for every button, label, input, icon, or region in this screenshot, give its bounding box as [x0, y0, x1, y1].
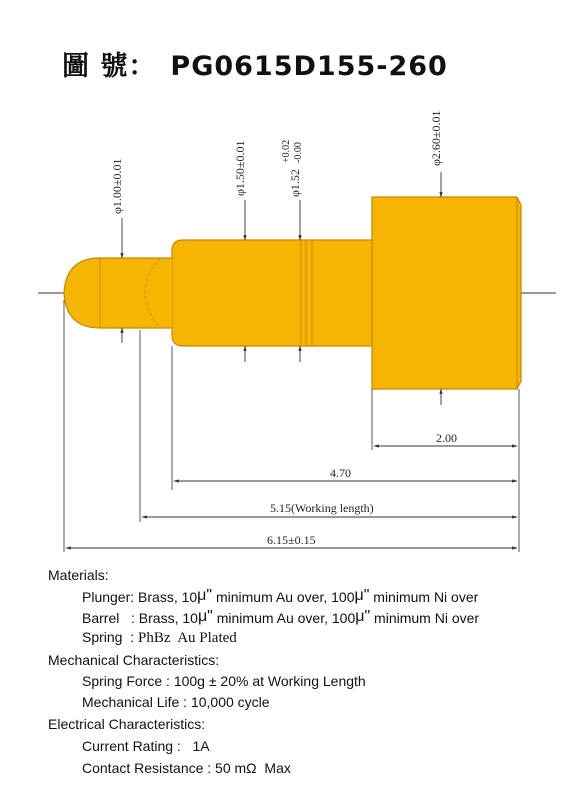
micro-symbol: μ" [354, 587, 370, 604]
working-length-label: 5.15(Working length) [270, 501, 374, 515]
plunger-material-mid: minimum Au over, 100 [212, 589, 355, 605]
pin-head [372, 197, 521, 389]
plunger-tip [64, 258, 172, 328]
mechanical-life: Mechanical Life : 10,000 cycle [82, 694, 270, 710]
plunger-material-end: minimum Ni over [369, 589, 479, 605]
electrical-heading: Electrical Characteristics: [48, 716, 206, 732]
barrel-length-label: 4.70 [330, 466, 351, 480]
pin-barrel [172, 240, 372, 346]
spring-value: PhBz Au Plated [138, 630, 237, 646]
mechanical-heading: Mechanical Characteristics: [48, 652, 220, 668]
groove-tolerance-minus: -0.00 [293, 142, 304, 163]
total-length-label: 6.15±0.15 [267, 533, 316, 547]
part-number: PG0615D155-260 [170, 51, 448, 82]
spring-label: Spring : [82, 629, 139, 645]
plunger-diameter-label: φ1.50±0.01 [233, 140, 247, 196]
spring-force: Spring Force : 100g ± 20% at Working Length [82, 673, 366, 689]
contact-resistance: Contact Resistance : 50 mΩ Max [82, 760, 291, 776]
micro-symbol: μ" [197, 587, 213, 604]
barrel-material [82, 608, 479, 626]
barrel-material-mid: minimum Au over, 100 [212, 610, 356, 626]
plunger-material [82, 587, 478, 605]
head-length-label: 2.00 [436, 431, 457, 445]
groove-tolerance-plus: +0.02 [281, 139, 292, 163]
title-label: 圖 號： [62, 51, 157, 82]
barrel-material-end: minimum Ni over [370, 610, 480, 626]
head-diameter-label: φ2.60±0.01 [429, 110, 443, 166]
barrel-material-label: Barrel : Brass, 10 [82, 610, 198, 626]
micro-symbol: μ" [197, 608, 213, 625]
plunger-material-label: Plunger: Brass, 10 [82, 589, 198, 605]
micro-symbol: μ" [355, 608, 371, 625]
materials-heading: Materials: [48, 567, 109, 583]
spring-material [82, 629, 237, 647]
current-rating: Current Rating : 1A [82, 738, 210, 754]
tip-diameter-label: φ1.00±0.01 [110, 158, 124, 214]
groove-diameter-label: φ1.52 [288, 169, 302, 197]
